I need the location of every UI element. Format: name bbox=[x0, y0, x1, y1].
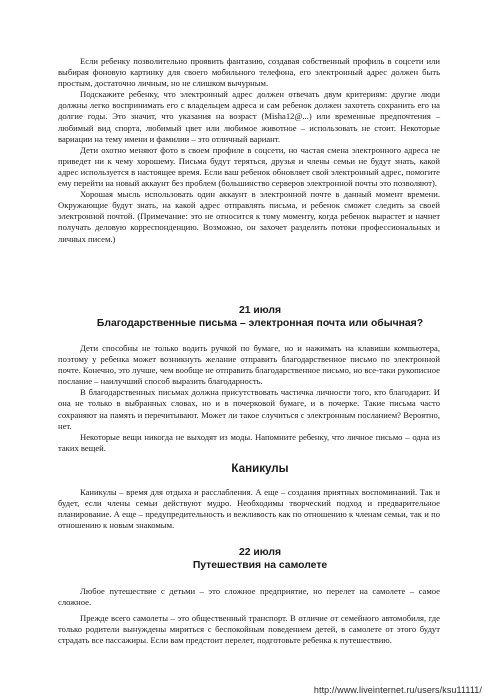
section-title: Путешествия на самолете bbox=[192, 560, 328, 571]
paragraph: Каникулы – время для отдыха и расслабления. А еще – создания приятных воспоминаний. Так и будет, если члены семьи действуют мудро. Необходимы творческий подход и предварительное планирование. А еще – предупредительность и вежливость как по отношению к членам семьи, так и по отношению к новым знакомым. bbox=[58, 487, 440, 531]
section-email-address bbox=[58, 56, 440, 245]
paragraph: Если ребенку позволительно проявить фантазию, создавая собственный профиль в соцсети или выбирая фоновую картинку для своего мобильного телефона, его электронный адрес должен быть простым, достаточно личным, но не слишком вычурным. bbox=[58, 56, 440, 89]
section-date: 22 июля bbox=[238, 547, 282, 558]
section-title: Благодарственные письма – электронная почта или обычная? bbox=[96, 318, 424, 329]
paragraph: Дети способны не только водить ручкой по бумаге, но и нажимать на клавиши компьютера, поэтому у ребенка может возникнуть желание отправить благодарственное письмо по электронной почте. Конечно, это лучше, чем вообще не отправить благодарственное письмо, но все-таки рукописное послание – наилучший способ выразить благодарность. bbox=[58, 343, 440, 387]
paragraph: Прежде всего самолеты – это общественный транспорт. В отличие от семейного автомобиля, где только родители вынуждены мириться с беспокойным поведением детей, в самолете от этого будут страдать все пассажиры. Если вам предстоит перелет, подготовьте ребенка к путешествию. bbox=[58, 613, 440, 646]
paragraph: В благодарственных письмах должна присутствовать частичка личности того, кто благодарит. И она не только в выбранных словах, но и в почерковой бумаге, и в почерке. Такие письма часто сохраняют на память и перечитывают. Может ли такое случиться с электронным посланием? Вероятно, нет. bbox=[58, 387, 440, 431]
section-title: Каникулы bbox=[231, 462, 289, 475]
watermark-url: http://www.liveinternet.ru/users/ksu11111/ bbox=[313, 685, 482, 695]
paragraph: Любое путешествие с детьми – это сложное предприятие, но перелет на самолете – самое сложное. bbox=[58, 586, 440, 608]
paragraph: Хорошая мысль использовать один аккаунт в электронной почте в данный момент времени. Окружающие будут знать, на какой адрес отправлять письма, и ребенок сможет следить за своей электронной почтой. (Примечание: это не относится к тому моменту, когда ребенок вырастет и начнет получать деловую корреспонденцию. Возможно, он захочет разделить потоки профессиональных и личных писем.) bbox=[58, 189, 440, 244]
paragraph: Дети охотно меняют фото в своем профиле в соцсети, но частая смена электронного адреса не приведет ни к чему хорошему. Письма будут теряться, друзья и члены семьи не будут знать, какой адрес используется в настоящее время. Если ваш ребенок обновляет свой электронный адрес, помогите ему перейти на новый аккаунт без проблем (большинство серверов электронной почты это позволяют). bbox=[58, 144, 440, 189]
section-thank-you-letters bbox=[58, 304, 440, 454]
section-date: 21 июля bbox=[238, 305, 282, 316]
section-vacation bbox=[58, 462, 440, 531]
section-air-travel bbox=[58, 546, 440, 646]
paragraph: Некоторые вещи никогда не выходят из моды. Напомните ребенку, что личное письмо – одна из таких вещей. bbox=[58, 431, 440, 453]
paragraph: Подскажите ребенку, что электронный адрес должен отвечать двум критериям: другие люди должны легко воспринимать его с владельцем адреса и сам ребенок должен захотеть сохранить его на долгие годы. Это значит, что указания на возраст (Misha12@...) или временные предпочтения – любимый вид спорта, любимый цвет или любимое животное – использовать не стоит. Некоторые вариации на тему имени и фамилии – это отличный вариант. bbox=[58, 89, 440, 144]
